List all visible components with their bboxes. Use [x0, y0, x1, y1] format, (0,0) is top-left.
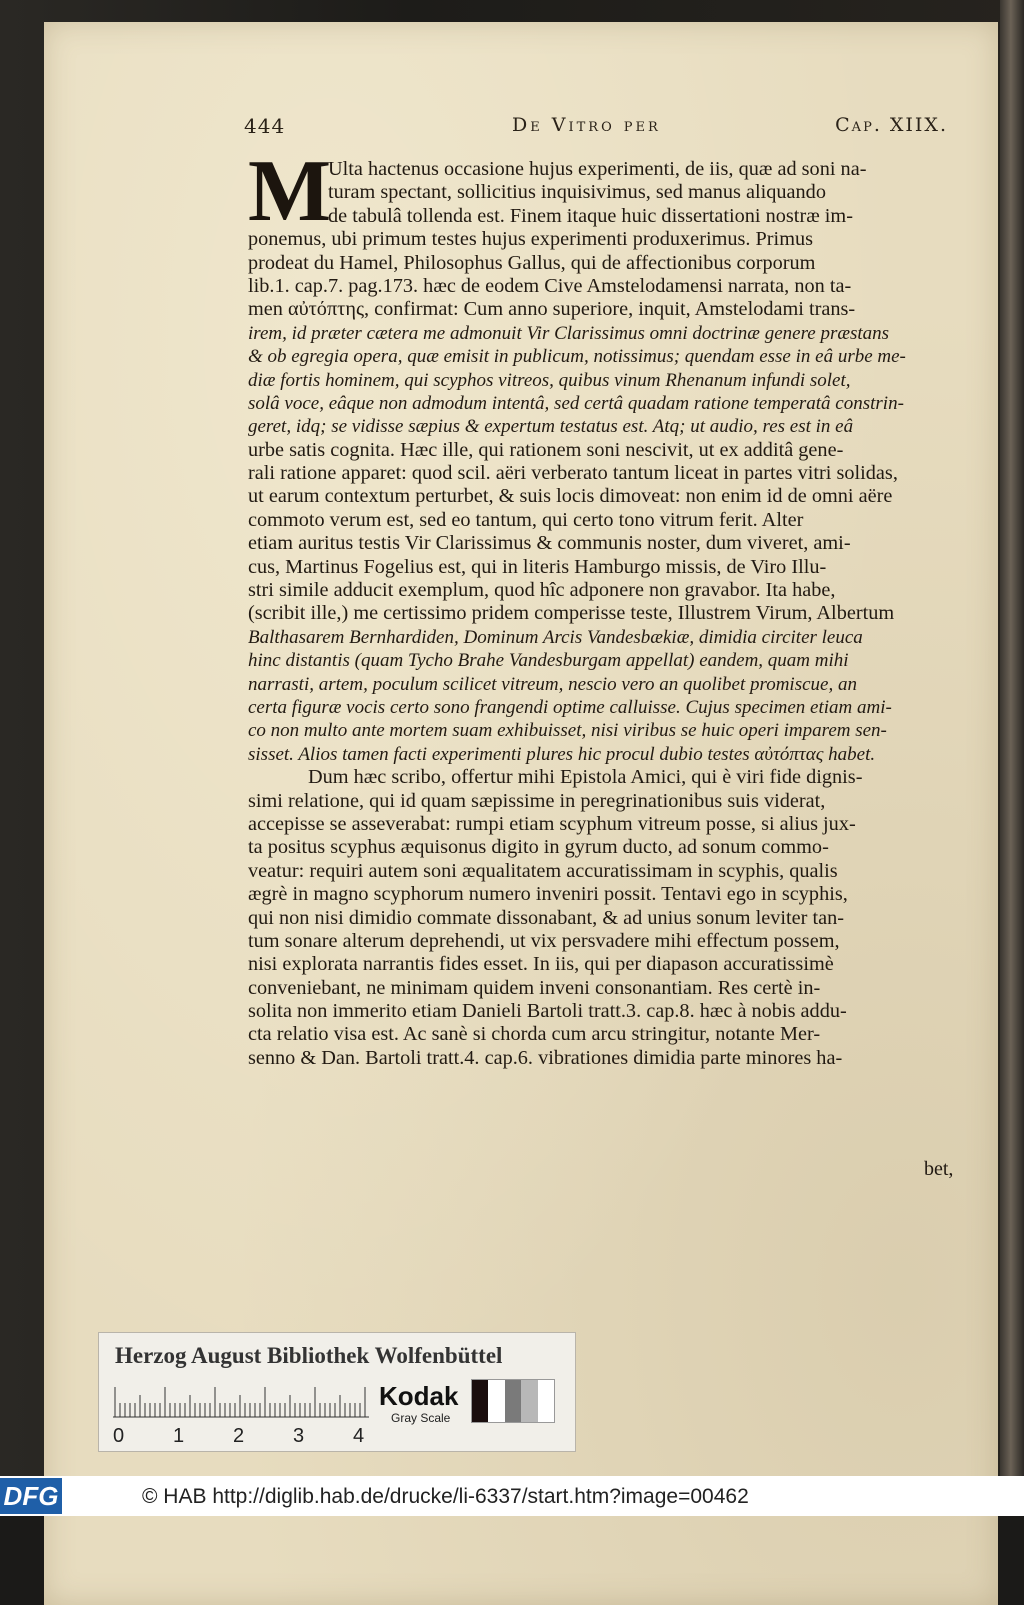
ruler-number: 4: [353, 1425, 365, 1447]
text-line: rali ratione apparet: quod scil. aëri verberato tantum liceat in partes vitri solidas,: [248, 462, 898, 485]
text-line: conveniebant, ne minimam quidem inveni consonantiam. Res certè in-: [248, 976, 821, 999]
text-line: men αὐτόπτης, confirmat: Cum anno superiore, inquit, Amstelodami trans-: [248, 298, 856, 321]
text-line: diæ fortis hominem, qui scyphos vitreos, quibus vinum Rhenanum infundi solet,: [248, 369, 851, 391]
text-line: nisi explorata narrantis fides esset. In iis, qui per diapason accuratissimè: [248, 953, 834, 976]
text-line: cta relatio visa est. Ac sanè si chorda cum arcu stringitur, notante Mer-: [248, 1023, 821, 1046]
text-line: stri simile adducit exemplum, quod hîc adponere non gravabor. Ita habe,: [248, 579, 836, 602]
book-binding-edge: [1000, 0, 1024, 1476]
text-line: ponemus, ubi primum testes hujus experimenti produxerimus. Primus: [248, 228, 814, 251]
text-line: veatur: requiri autem soni æqualitatem accuratissimam in scyphis, qualis: [248, 859, 838, 882]
text-line: Dum hæc scribo, offertur mihi Epistola Amici, qui è viri fide dignis-: [308, 766, 863, 789]
copyright-link[interactable]: © HAB http://diglib.hab.de/drucke/li-6337/start.htm?image=00462: [142, 1485, 749, 1508]
text-line: narrasti, artem, poculum scilicet vitreum, nescio vero an quolibet promiscue, an: [248, 673, 857, 695]
text-line: tum sonare alterum deprehendi, ut vix persvadere mihi effectum possem,: [248, 929, 840, 952]
gray-swatch: [472, 1380, 488, 1422]
dfg-logo: DFG: [0, 1478, 62, 1514]
catchword: bet,: [924, 1158, 954, 1180]
text-line: lib.1. cap.7. pag.173. hæc de eodem Cive Amstelodamensi narrata, non ta-: [248, 274, 852, 297]
text-line: irem, id præter cætera me admonuit Vir Clarissimus omni doctrinæ genere præstans: [248, 322, 890, 344]
text-line: Ulta hactenus occasione hujus experimenti, de iis, quæ ad soni na-: [328, 158, 867, 180]
drop-cap: M: [248, 143, 332, 240]
text-line: solita non immerito etiam Danieli Bartoli tratt.3. cap.8. hæc à nobis addu-: [248, 1000, 847, 1023]
text-line: sisset. Alios tamen facti experimenti plures hic procul dubio testes αὐτόπτας habet.: [248, 743, 876, 765]
gray-swatch: [505, 1380, 521, 1422]
gray-swatch: [488, 1380, 504, 1422]
ruler-numbers: [113, 1425, 373, 1449]
ruler-scale: [113, 1383, 369, 1419]
kodak-brand: Kodak: [379, 1381, 459, 1411]
running-title: De Vitro per: [512, 114, 661, 136]
ruler-number: 3: [293, 1425, 305, 1447]
text-line: de tabulâ tollenda est. Finem itaque huic dissertationi nostræ im-: [328, 204, 853, 227]
gray-scale-swatches: [471, 1379, 555, 1423]
gray-swatch: [538, 1380, 554, 1422]
text-line: qui non nisi dimidio commate dissonabant, & ad unius sonum leviter tan-: [248, 906, 844, 929]
text-line: etiam auritus testis Vir Clarissimus & communis noster, dum viveret, ami-: [248, 532, 851, 555]
gray-scale-label: Gray Scale: [391, 1411, 451, 1425]
running-header: [244, 112, 948, 146]
text-line: ta positus scyphus æquisonus digito in gyrum ducto, ad sonum commo-: [248, 836, 829, 859]
text-line: urbe satis cognita. Hæc ille, qui rationem soni nescivit, ut ex additâ gene-: [248, 438, 844, 461]
page-number: 444: [244, 114, 286, 138]
text-line: co non multo ante mortem suam exhibuisset, nisi viribus se huic operi imparem sen-: [248, 720, 887, 742]
ruler-number: 0: [113, 1425, 125, 1447]
ruler-number: 2: [233, 1425, 245, 1447]
text-line: accepisse se asseverabat: rumpi etiam scyphum vitreum posse, si alius jux-: [248, 812, 856, 835]
gray-swatch: [521, 1380, 537, 1422]
library-label-card: [98, 1332, 576, 1452]
text-line: prodeat du Hamel, Philosophus Gallus, qui de affectionibus corporum: [248, 251, 816, 274]
text-line: commoto verum est, sed eo tantum, qui certo tono vitrum ferit. Alter: [248, 508, 804, 531]
text-line: solâ voce, eâque non admodum intentâ, sed certâ quadam ratione temperatâ constrin-: [248, 392, 904, 414]
ruler-number: 1: [173, 1425, 185, 1447]
text-line: & ob egregia opera, quæ emisit in publicum, notissimus; quendam esse in eâ urbe me-: [248, 346, 906, 368]
text-line: hinc distantis (quam Tycho Brahe Vandesburgam appellat) eandem, quam mihi: [248, 650, 849, 672]
text-line: cus, Martinus Fogelius est, qui in literis Hamburgo missis, de Viro Illu-: [248, 555, 827, 578]
chapter-label: Cap. XIIX.: [835, 114, 948, 136]
text-line: senno & Dan. Bartoli tratt.4. cap.6. vibrationes dimidia parte minores ha-: [248, 1046, 843, 1069]
text-line: geret, idq; se vidisse sæpius & expertum testatus est. Atq; ut audio, res est in eâ: [248, 416, 854, 438]
text-line: simi relatione, qui id quam sæpissime in peregrinationibus suis viderat,: [248, 789, 826, 812]
library-name: Herzog August Bibliothek Wolfenbüttel: [115, 1343, 503, 1368]
text-line: ægrè in magno scyphorum numero inveniri possit. Tentavi ego in scyphis,: [248, 883, 848, 906]
text-line: turam spectant, sollicitius inquisivimus, sed manus aliquando: [328, 181, 826, 204]
text-line: certa figuræ vocis certo sono frangendi optime calluisse. Cujus specimen etiam ami-: [248, 696, 892, 718]
text-line: ut earum contextum perturbet, & suis locis dimoveat: non enim id de omni aëre: [248, 485, 893, 508]
text-line: (scribit ille,) me certissimo pridem comperisse teste, Illustrem Virum, Albertum: [248, 602, 895, 625]
body-text: [248, 143, 968, 1070]
text-line: Balthasarem Bernhardiden, Dominum Arcis Vandesbækiæ, dimidia circiter leuca: [248, 626, 863, 648]
